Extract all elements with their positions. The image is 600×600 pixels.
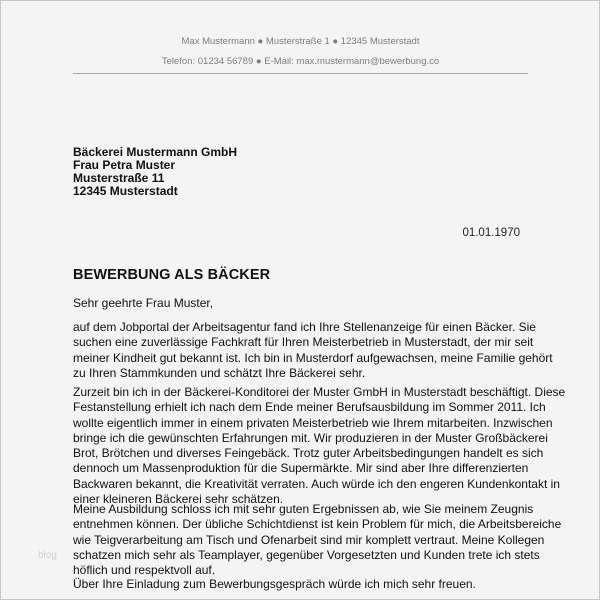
paragraph-line: dennoch um Massenproduktion für die Supermärkte. Mir sind aber Ihre differenzierten xyxy=(73,461,529,476)
paragraph-line: schatzen mich sehr als Teamplayer, gegenüber Vorgesetzten und Kunden trete ich stets xyxy=(73,547,540,562)
paragraph-line: wollte eigentlich immer in einem privaten Meisterbetrieb wie Ihrem mitarbeiten. Inzwischen xyxy=(73,415,553,430)
closing-paragraph xyxy=(73,577,476,592)
paragraph-line: meiner Kindheit gut bekannt ist. Ich bin in Musterdorf aufgewachsen, meine Familie gehört xyxy=(73,350,553,365)
paragraph-line: Brot, Brötchen und diverses Feingebäck. Trotz guter Arbeitsbedingungen handelt es sich xyxy=(73,446,544,461)
paragraph-line: Über Ihre Einladung zum Bewerbungsgespräch würde ich mich sehr freuen. xyxy=(73,577,476,591)
paragraph-line: Festanstellung erhielt ich nach dem Ende meiner Berufsausbildung im Sommer 2011. Ich xyxy=(73,400,546,415)
paragraph-line: bringe ich die gewünschten Erfahrungen mit. Wir produzieren in der Muster Großbäckerei xyxy=(73,430,548,445)
body-paragraph-3 xyxy=(73,502,561,578)
paragraph-line: zu Ihren Stammkunden und schätzt Ihre Bäckerei sehr. xyxy=(73,365,366,380)
paragraph-line: Zurzeit bin ich in der Bäckerei-Konditorei der Muster GmbH in Musterstadt beschäftigt. Diese xyxy=(73,385,566,399)
watermark: blog xyxy=(38,550,57,561)
letter-date: 01.01.1970 xyxy=(462,227,520,239)
paragraph-line: entnehmen können. Der übliche Schichtdienst ist kein Problem für mich, die Arbeitsbereiche xyxy=(73,517,562,532)
recipient-city: 12345 Musterstadt xyxy=(73,184,178,198)
paragraph-line: suchen eine zuverlässige Fachkraft für Ihren Meisterbetrieb in Musterstadt, der mir seit xyxy=(73,335,534,350)
sender-address: Max Mustermann ● Musterstraße 1 ● 12345 Musterstadt xyxy=(181,36,420,47)
sender-contact: Telefon: 01234 56789 ● E-Mail: max.mustermann@bewerbung.co xyxy=(161,56,440,67)
header-divider xyxy=(73,73,528,74)
paragraph-line: Backwaren bekannt, die Kreativität verraten. Auch würde ich den engeren Kundenkontakt in xyxy=(73,476,560,491)
recipient-address xyxy=(73,146,237,198)
paragraph-line: höflich und respektvoll auf. xyxy=(73,563,216,578)
letter-subject: BEWERBUNG ALS BÄCKER xyxy=(73,267,271,283)
paragraph-line: Meine Ausbildung schloss ich mit sehr guten Ergebnissen ab, wie Sie meinem Zeugnis xyxy=(73,502,534,516)
recipient-contact: Frau Petra Muster xyxy=(73,158,176,172)
recipient-company: Bäckerei Mustermann GmbH xyxy=(73,145,238,159)
salutation: Sehr geehrte Frau Muster, xyxy=(73,296,214,310)
body-paragraph-2 xyxy=(73,385,565,507)
paragraph-line: einer kleineren Bäckerei sehr schätzen. xyxy=(73,492,284,507)
body-paragraph-1 xyxy=(73,320,553,381)
paragraph-line: wie Teigverarbeitung am Tisch und Ofenarbeit sind mir komplett vertraut. Meine Kollegen xyxy=(73,532,545,547)
paragraph-line: auf dem Jobportal der Arbeitsagentur fand ich Ihre Stellenanzeige für einen Bäcker. Sie xyxy=(73,320,536,334)
recipient-street: Musterstraße 11 xyxy=(73,171,165,185)
